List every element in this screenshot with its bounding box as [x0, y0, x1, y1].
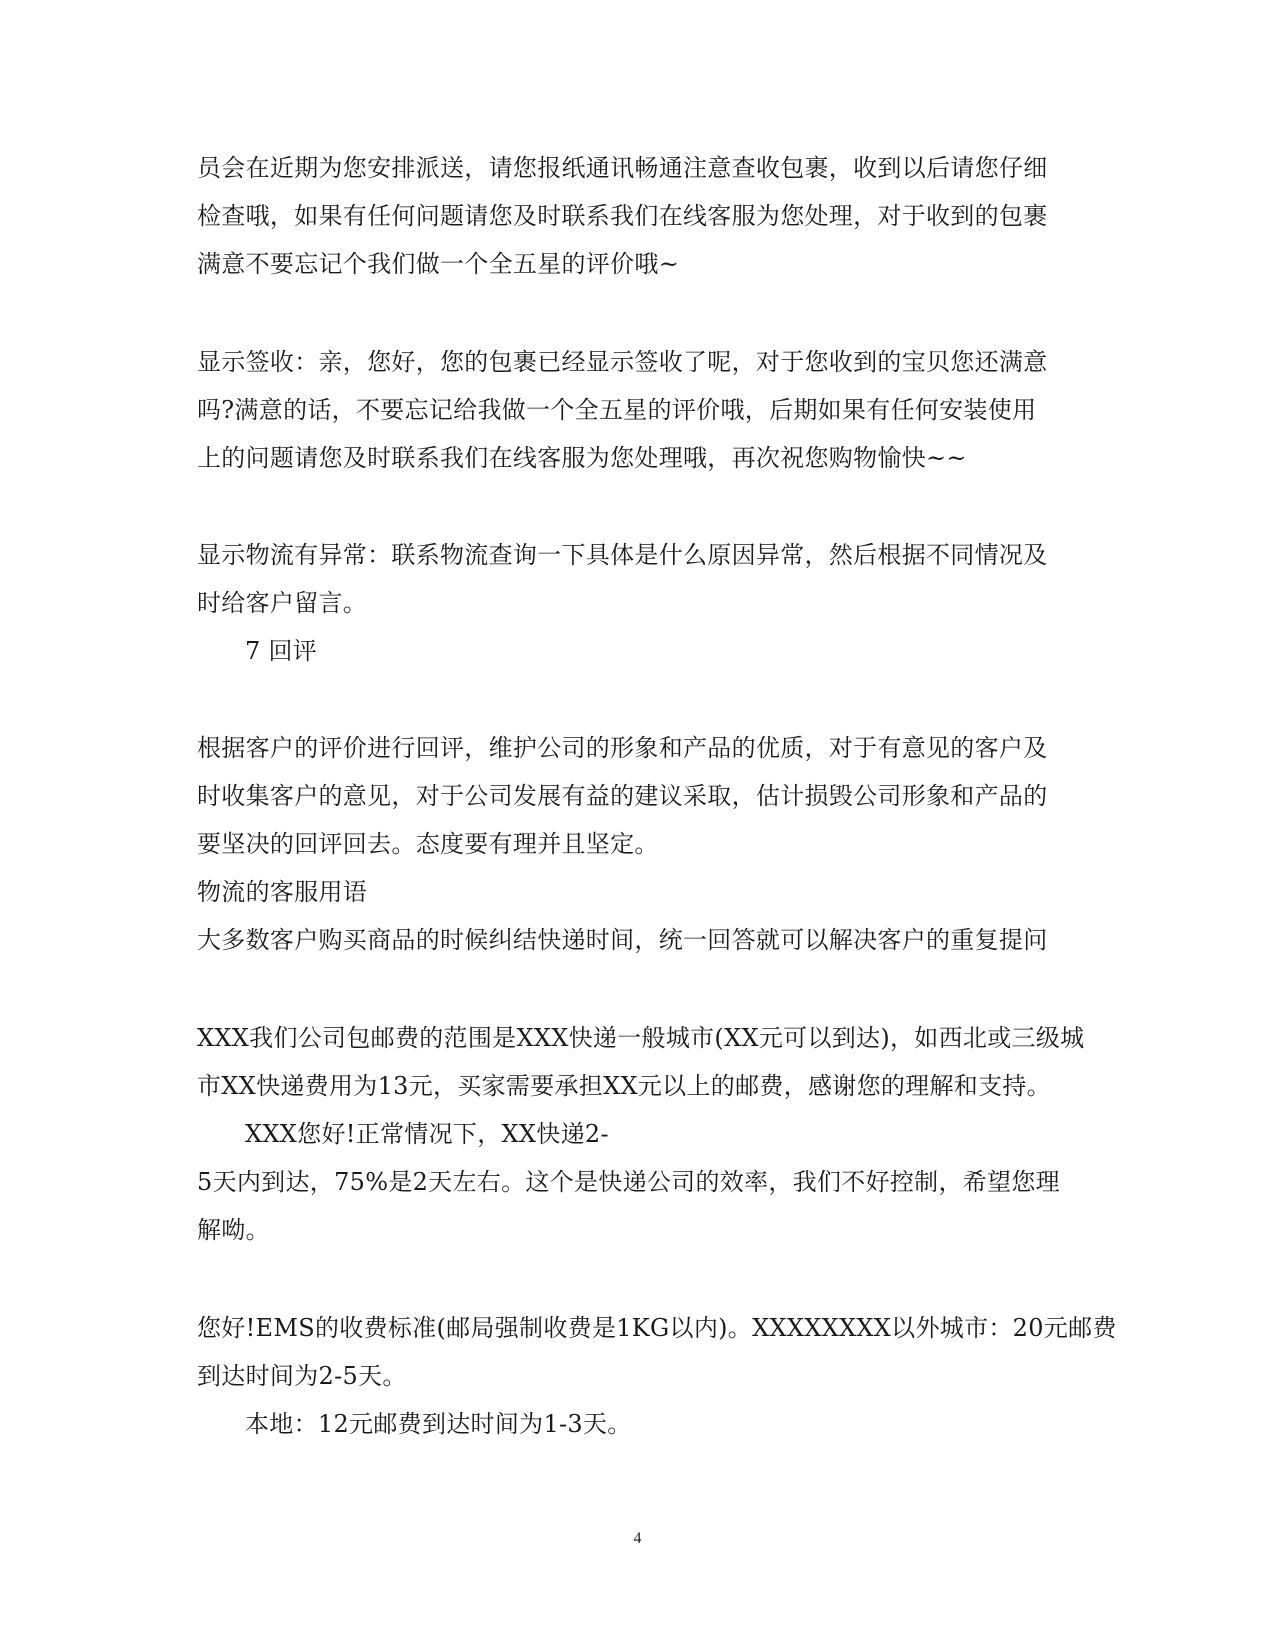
subheading: 物流的客服用语	[197, 878, 368, 906]
section-heading: 7 回评	[245, 637, 318, 665]
paragraph-line: XXX我们公司包邮费的范围是XXX快递一般城市(XX元可以到达)，如西北或三级城	[197, 1024, 1085, 1052]
paragraph-line: 员会在近期为您安排派送，请您报纸通讯畅通注意查收包裹，收到以后请您仔细	[197, 154, 1048, 182]
paragraph-line: 到达时间为2-5天。	[197, 1362, 407, 1390]
paragraph-line: 大多数客户购买商品的时候纠结快递时间，统一回答就可以解决客户的重复提问	[197, 926, 1048, 954]
paragraph-line: 显示签收：亲，您好，您的包裹已经显示签收了呢，对于您收到的宝贝您还满意	[197, 348, 1048, 376]
paragraph-line: 满意不要忘记个我们做一个全五星的评价哦~	[197, 250, 680, 278]
paragraph-line: 解呦。	[197, 1216, 270, 1244]
paragraph-line: 要坚决的回评回去。态度要有理并且坚定。	[197, 830, 659, 858]
paragraph-line: 显示物流有异常：联系物流查询一下具体是什么原因异常，然后根据不同情况及	[197, 541, 1048, 569]
paragraph-line: 本地：12元邮费到达时间为1-3天。	[245, 1410, 632, 1438]
paragraph-line: 检查哦，如果有任何问题请您及时联系我们在线客服为您处理，对于收到的包裹	[197, 202, 1048, 230]
paragraph-line: 市XX快递费用为13元，买家需要承担XX元以上的邮费，感谢您的理解和支持。	[197, 1072, 1051, 1100]
paragraph-line: 5天内到达，75%是2天左右。这个是快递公司的效率，我们不好控制，希望您理	[197, 1168, 1060, 1196]
paragraph-line: 上的问题请您及时联系我们在线客服为您处理哦，再次祝您购物愉快~~	[197, 444, 967, 472]
paragraph-line: 您好!EMS的收费标准(邮局强制收费是1KG以内)。XXXXXXXX以外城市：20元邮费	[197, 1314, 1117, 1342]
paragraph-line: XXX您好!正常情况下，XX快递2-	[245, 1120, 609, 1148]
paragraph-line: 时给客户留言。	[197, 589, 368, 617]
paragraph-line: 时收集客户的意见，对于公司发展有益的建议采取，估计损毁公司形象和产品的	[197, 782, 1048, 810]
page-number: 4	[633, 1530, 642, 1547]
paragraph-line: 根据客户的评价进行回评，维护公司的形象和产品的优质，对于有意见的客户及	[197, 734, 1048, 762]
paragraph-line: 吗?满意的话，不要忘记给我做一个全五星的评价哦，后期如果有任何安装使用	[197, 396, 1037, 424]
